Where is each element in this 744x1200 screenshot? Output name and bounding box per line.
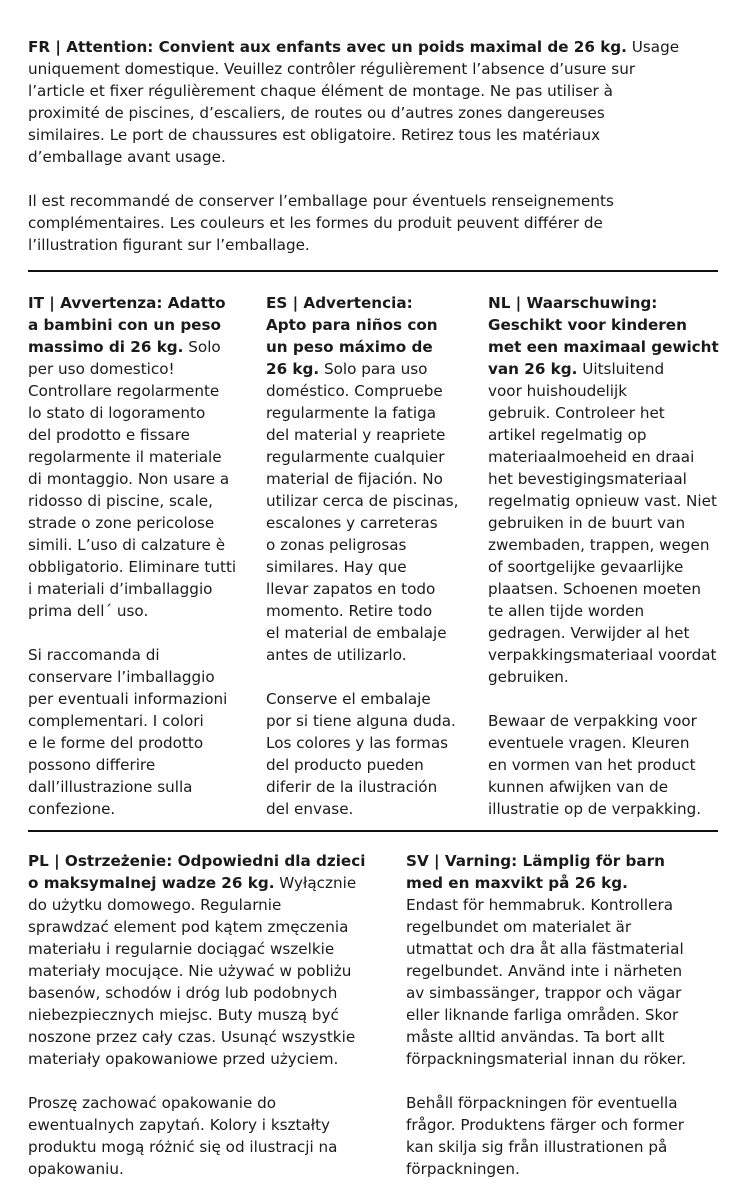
- divider-top: [28, 270, 718, 272]
- pl-section: [28, 850, 388, 1180]
- fr-packaging-paragraph: Il est recommandé de conserver l’emballage pour éventuels renseignements complémentaires. Les couleurs et les formes du produit peuvent différer de l’illustration figurant sur l’emballage.: [28, 192, 614, 254]
- it-warning-paragraph: IT | Avvertenza: Adatto a bambini con un peso massimo di 26 kg. Solo per uso domestico! Controllare regolarmente lo stato di logoramento del prodotto e fissare regolarmente il materiale di montaggio. Non usare a ridosso di piscine, scale, strade o zone pericolose simili. L’uso di calzature è obbligatorio. Eliminare tutti i materiali d’imballaggio prima dell´ uso.: [28, 292, 256, 622]
- es-heading-line: 26 kg.: [266, 360, 320, 378]
- es-heading-line: un peso máximo de: [266, 338, 433, 356]
- nl-heading-line: NL | Waarschuwing:: [488, 294, 658, 312]
- nl-packaging-paragraph: Bewaar de verpakking voor eventuele vragen. Kleuren en vormen van het product kunnen afwijken van de illustratie op de verpakking.: [488, 712, 702, 818]
- nl-warning-paragraph: NL | Waarschuwing: Geschikt voor kinderen met een maximaal gewicht van 26 kg. Uitsluitend voor huishoudelijk gebruik. Controleer het artikel regelmatig op materiaalmoeheid en draai het bevestigingsmateriaal regelmatig opnieuw vast. Niet gebruiken in de buurt van zwembaden, trappen, wegen of soortgelijke gevaarlijke plaatsen. Schoenen moeten te allen tijde worden gedragen. Verwijder al het verpakkingsmateriaal voordat gebruiken.: [488, 294, 719, 686]
- sv-heading-line: med en maxvikt på 26 kg.: [406, 874, 628, 892]
- it-packaging-paragraph: Si raccomanda di conservare l’imballaggio per eventuali informazioni complementari. I colori e le forme del prodotto possono differire dall’illustrazione sulla confezione.: [28, 646, 228, 818]
- es-section: [266, 292, 474, 820]
- pl-heading-line: PL | Ostrzeżenie: Odpowiedni dla dzieci: [28, 852, 366, 870]
- divider-middle: [28, 830, 718, 832]
- nl-heading-line: met een maximaal gewicht: [488, 338, 719, 356]
- es-heading-line: ES | Advertencia:: [266, 294, 413, 312]
- it-heading-line: IT | Avvertenza: Adatto: [28, 294, 226, 312]
- sv-warning-paragraph: SV | Varning: Lämplig för barn med en maxvikt på 26 kg. Endast för hemmabruk. Kontrollera regelbundet om materialet är utmattat och dra åt alla fästmaterial regelbundet. Använd inte i närheten av simbassänger, trappor och vägar eller liknande farliga områden. Skor måste alltid användas. Ta bort allt förpackningsmaterial innan du röker.: [406, 850, 726, 1070]
- sv-heading-line: SV | Varning: Lämplig för barn: [406, 852, 665, 870]
- fr-warning-paragraph: FR | Attention: Convient aux enfants avec un poids maximal de 26 kg. Usage uniquement domestique. Veuillez contrôler régulièrement l’absence d’usure sur l’article et fixer régulièrement chaque élément de montage. Ne pas utiliser à proximité de piscines, d’escaliers, de routes ou d’autres zones dangereuses similaires. Le port de chaussures est obligatoire. Retirez tous les matériaux d’emballage avant usage.: [28, 38, 680, 166]
- es-packaging-paragraph: Conserve el embalaje por si tiene alguna duda. Los colores y las formas del producto pueden diferir de la ilustración del envase.: [266, 690, 456, 818]
- nl-heading-line: Geschikt voor kinderen: [488, 316, 687, 334]
- sv-packaging-paragraph: Behåll förpackningen för eventuella frågor. Produktens färger och former kan skilja sig från illustrationen på förpackningen.: [406, 1094, 684, 1178]
- nl-section: [488, 292, 720, 820]
- fr-heading: FR | Attention: Convient aux enfants avec un poids maximal de 26 kg.: [28, 38, 627, 56]
- pl-packaging-paragraph: Proszę zachować opakowanie do ewentualnych zapytań. Kolory i kształty produktu mogą różnić się od ilustracji na opakowaniu.: [28, 1094, 338, 1178]
- it-heading-line: massimo di 26 kg.: [28, 338, 184, 356]
- sv-section: [406, 850, 726, 1180]
- it-section: [28, 292, 256, 820]
- nl-heading-line: van 26 kg.: [488, 360, 578, 378]
- pl-heading-line: o maksymalnej wadze 26 kg.: [28, 874, 275, 892]
- fr-section: [28, 36, 718, 256]
- es-heading-line: Apto para niños con: [266, 316, 438, 334]
- pl-warning-paragraph: PL | Ostrzeżenie: Odpowiedni dla dzieci o maksymalnej wadze 26 kg. Wyłącznie do użytku domowego. Regularnie sprawdzać element pod kątem zmęczenia materiału i regularnie dociągać wszelkie materiały mocujące. Nie używać w pobliżu basenów, schodów i dróg lub podobnych niebezpiecznych miejsc. Buty muszą być noszone przez cały czas. Usunąć wszystkie materiały opakowaniowe przed użyciem.: [28, 850, 388, 1070]
- es-warning-paragraph: ES | Advertencia: Apto para niños con un peso máximo de 26 kg. Solo para uso doméstico. Compruebe regularmente la fatiga del material y reapriete regularmente cualquier material de fijación. No utilizar cerca de piscinas, escalones y carreteras o zonas peligrosas similares. Hay que llevar zapatos en todo momento. Retire todo el material de embalaje antes de utilizarlo.: [266, 292, 474, 666]
- it-heading-line: a bambini con un peso: [28, 316, 221, 334]
